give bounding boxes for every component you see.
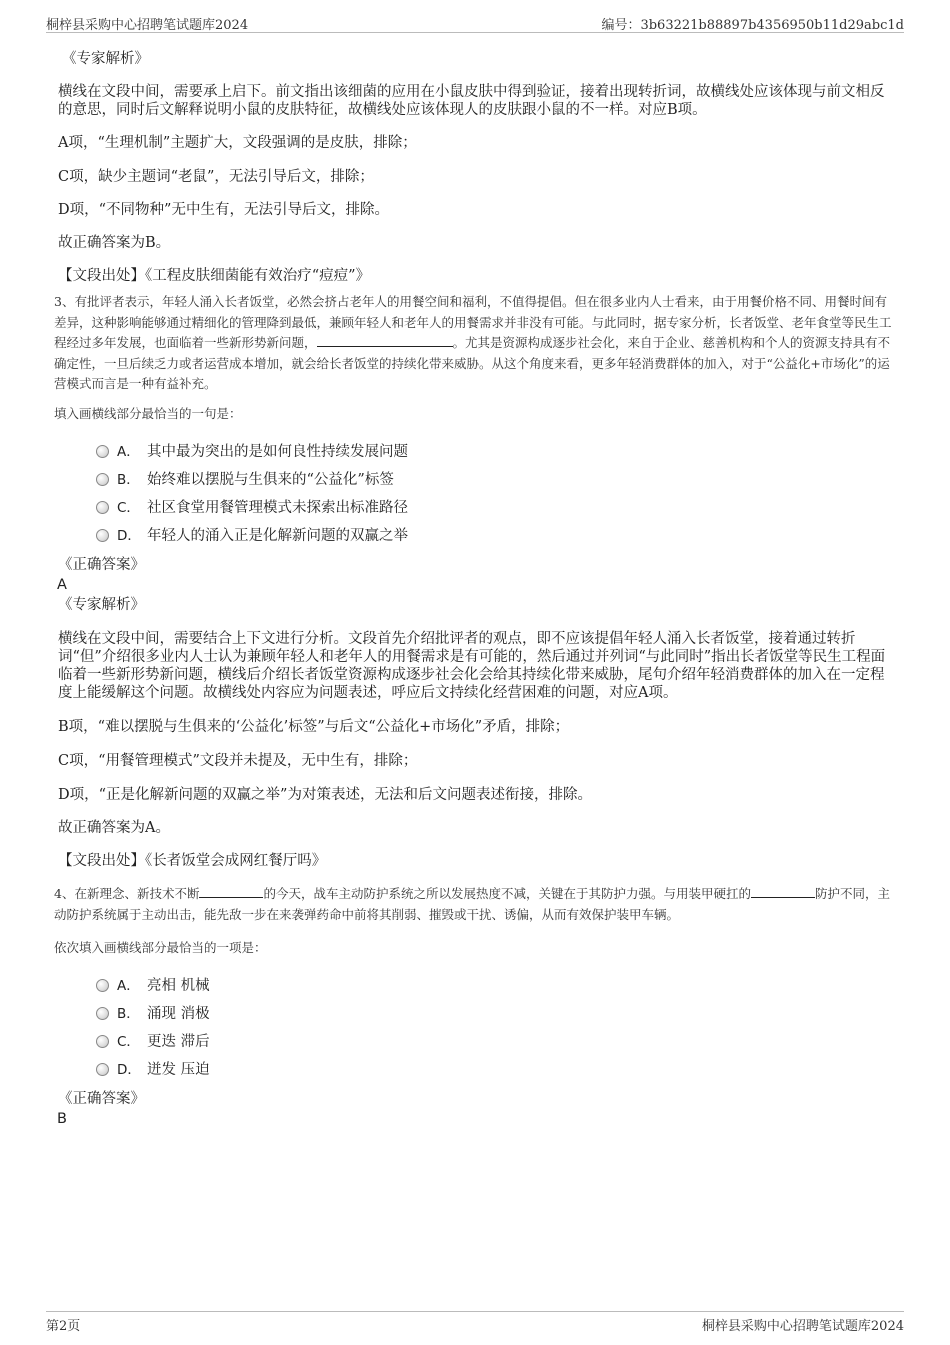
q3-option-a[interactable]: A． 其中最为突出的是如何良性持续发展问题 [96,443,408,463]
q3-prompt: 填入画横线部分最恰当的一句是： [54,406,242,421]
q4-answer-heading: 《正确答案》 [58,1091,145,1107]
q4-blank-1 [199,885,263,898]
q3-analysis-text: 横线在文段中间，需要结合上下文进行分析。文段首先介绍批评者的观点，即不应该提倡年轻人涌入长者饭堂，接着通过转折词“但”介绍很多业内人士认为兼顾年轻人和老年人的用餐需求是有可能的，然后通过并列词“与此同时”指出长者饭堂等民生工程面临着一些新形势新问题，横线后介绍长者饭堂资源构成逐步社会化会给其持续化带来威胁，尾句介绍年轻消费群体的加入在一定程度上能缓解这个问题。故横线处内容应为问题表述，呼应后文持续化经营困难的问题，对应A项。 [58,631,886,701]
q4-answer: B [57,1111,67,1127]
q2-option-d-note: D项，“不同物种”无中生有，无法引导后文，排除。 [58,202,389,218]
page-header [46,14,904,33]
radio-icon[interactable] [96,1007,109,1020]
q2-analysis-text: 横线在文段中间，需要承上启下。前文指出该细菌的应用在小鼠皮肤中得到验证，接着出现转折词，故横线处应该体现与前文相反的意思，同时后文解释说明小鼠的皮肤特征，故横线处应该体现人的皮肤跟小鼠的不一样。对应B项。 [58,84,885,118]
q4-question-text: 4、在新理念、新技术不断 的今天，战车主动防护系统之所以发展热度不减，关键在于其防护力强。与用装甲硬扛的 防护不同，主动防护系统属于主动出击，能先敌一步在来袭弹药命中前将其削弱、摧毁或干扰、诱偏，从而有效保护装甲车辆。 [54,886,890,922]
q4-blank-2 [751,885,815,898]
radio-icon[interactable] [96,1063,109,1076]
header-title: 桐梓县采购中心招聘笔试题库2024 [46,18,249,33]
q2-conclusion: 故正确答案为B。 [58,235,171,251]
header-code: 编号：3b63221b88897b4356950b11d29abc1d [601,18,904,33]
radio-icon[interactable] [96,1035,109,1048]
q3-option-c-note: C项，“用餐管理模式”文段并未提及，无中生有，排除； [58,753,418,769]
q3-text-before-blank: 3、有批评者表示，年轻人涌入长者饭堂，必然会挤占老年人的用餐空间和福利，不值得提倡。但在很多业内人士看来，由于用餐价格不同、用餐时间有差异，这种影响能够通过精细化的管理降到最低，兼顾年轻人和老年人的用餐需求并非没有可能。与此同时，据专家分析，长者饭堂、老年食堂等民生工程经过多年发展，也面临着一些新形势新问题， [54,294,892,350]
q2-analysis-heading: 《专家解析》 [62,51,149,67]
q3-option-d[interactable]: D． 年轻人的涌入正是化解新问题的双赢之举 [96,527,408,547]
q4-option-c[interactable]: C． 更迭 滞后 [96,1033,210,1053]
radio-icon[interactable] [96,979,109,992]
q3-analysis-heading: 《专家解析》 [58,597,145,613]
radio-icon[interactable] [96,529,109,542]
page-number: 第2页 [46,1319,81,1334]
q3-conclusion: 故正确答案为A。 [58,820,170,836]
q3-blank-line [317,334,453,347]
radio-icon[interactable] [96,501,109,514]
q3-option-c[interactable]: C． 社区食堂用餐管理模式未探索出标准路径 [96,499,408,519]
q3-question-text [54,292,899,395]
q3-option-d-note: D项，“正是化解新问题的双赢之举”为对策表述，无法和后文问题表述衔接，排除。 [58,787,592,803]
q2-source: 【文段出处】《工程皮肤细菌能有效治疗“痘痘”》 [58,268,371,284]
q3-text-after-blank: 。尤其是资源构成逐步社会化，来自于企业、慈善机构和个人的资源支持具有不确定性，一旦后续乏力或者运营成本增加，就会给长者饭堂的持续化带来威胁。从这个角度来看，更多年轻消费群体的加入，对于“公益化+市场化”的运营模式而言是一种有益补充。 [54,335,891,391]
q3-option-b[interactable]: B． 始终难以摆脱与生俱来的“公益化”标签 [96,471,394,491]
q3-option-b-note: B项，“难以摆脱与生俱来的‘公益化’标签”与后文“公益化+市场化”矛盾，排除； [58,719,570,735]
q4-prompt: 依次填入画横线部分最恰当的一项是： [54,940,267,955]
footer-title: 桐梓县采购中心招聘笔试题库2024 [701,1319,904,1334]
q4-option-d[interactable]: D． 迸发 压迫 [96,1061,210,1081]
q4-option-b[interactable]: B． 涌现 消极 [96,1005,210,1025]
radio-icon[interactable] [96,445,109,458]
q2-option-a-note: A项，“生理机制”主题扩大，文段强调的是皮肤，排除； [58,135,417,151]
q3-source: 【文段出处】《长者饭堂会成网红餐厅吗》 [58,853,327,869]
page-footer [46,1311,904,1334]
radio-icon[interactable] [96,473,109,486]
q4-option-a[interactable]: A． 亮相 机械 [96,977,210,997]
q3-answer: A [57,577,67,593]
q3-answer-heading: 《正确答案》 [58,557,145,573]
q2-option-c-note: C项，缺少主题词“老鼠”，无法引导后文，排除； [58,169,374,185]
